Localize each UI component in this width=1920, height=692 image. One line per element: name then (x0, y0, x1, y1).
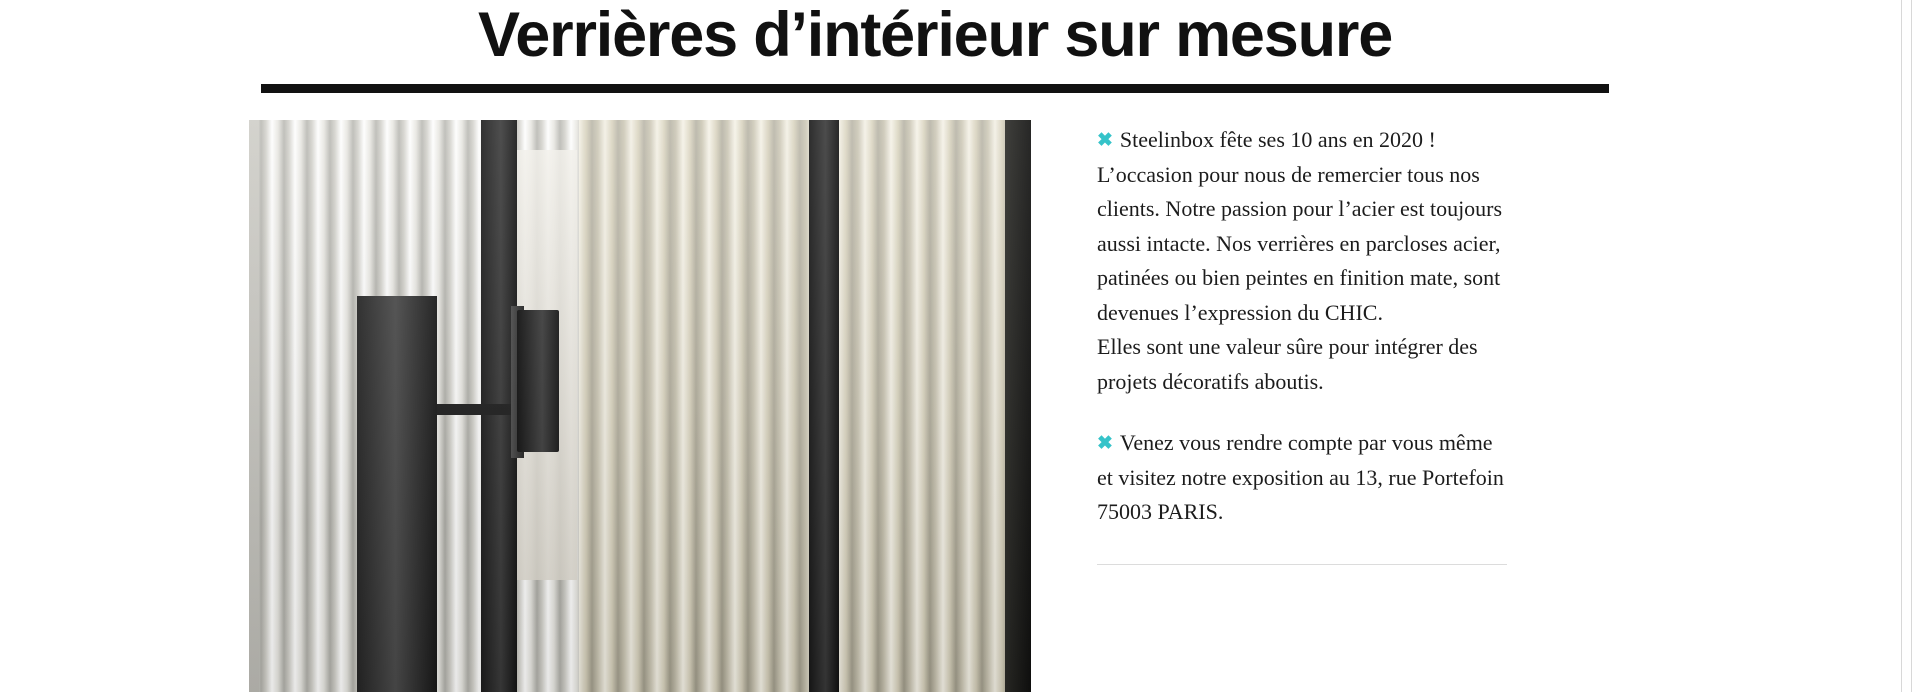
page-title: Verrières d’intérieur sur mesure (477, 0, 1393, 70)
section-divider (1097, 564, 1507, 565)
paragraph-anniversary-line-3: Elles sont une valeur sûre pour intégrer des projets décoratifs aboutis. (1097, 334, 1478, 394)
verriere-photo (249, 120, 1031, 692)
image-column (249, 120, 1039, 692)
paragraph-showroom (1097, 426, 1507, 530)
cross-icon: ✖ (1097, 130, 1113, 152)
photo-glass-right (579, 120, 1031, 692)
paragraph-showroom-line-1: Venez vous rendre compte par vous même et visitez notre exposition au 13, rue Portefoin 75003 PARIS. (1097, 430, 1504, 525)
paragraph-anniversary-line-2: L’occasion pour nous de remercier tous nos clients. Notre passion pour l’acier est toujours aussi intacte. Nos verrières en parcloses acier, patinées ou bien peintes en finition mate, sont devenues l’expression du CHIC. (1097, 161, 1503, 325)
title-underline (261, 84, 1609, 93)
title-block (255, 0, 1615, 93)
cross-icon: ✖ (1097, 433, 1113, 455)
photo-wall-left (249, 120, 259, 692)
photo-frame-right (809, 120, 839, 692)
page-right-rule-outer (1901, 0, 1902, 692)
page-right-rule-inner (1911, 0, 1912, 692)
text-column (1039, 120, 1615, 565)
paragraph-anniversary-line-1: Steelinbox fête ses 10 ans en 2020 ! (1119, 127, 1436, 153)
photo-door-post (357, 296, 437, 692)
paragraph-anniversary (1097, 123, 1507, 399)
photo-frame-far-right (1005, 120, 1031, 692)
content-columns (255, 93, 1615, 692)
photo-door-handle (517, 310, 559, 452)
